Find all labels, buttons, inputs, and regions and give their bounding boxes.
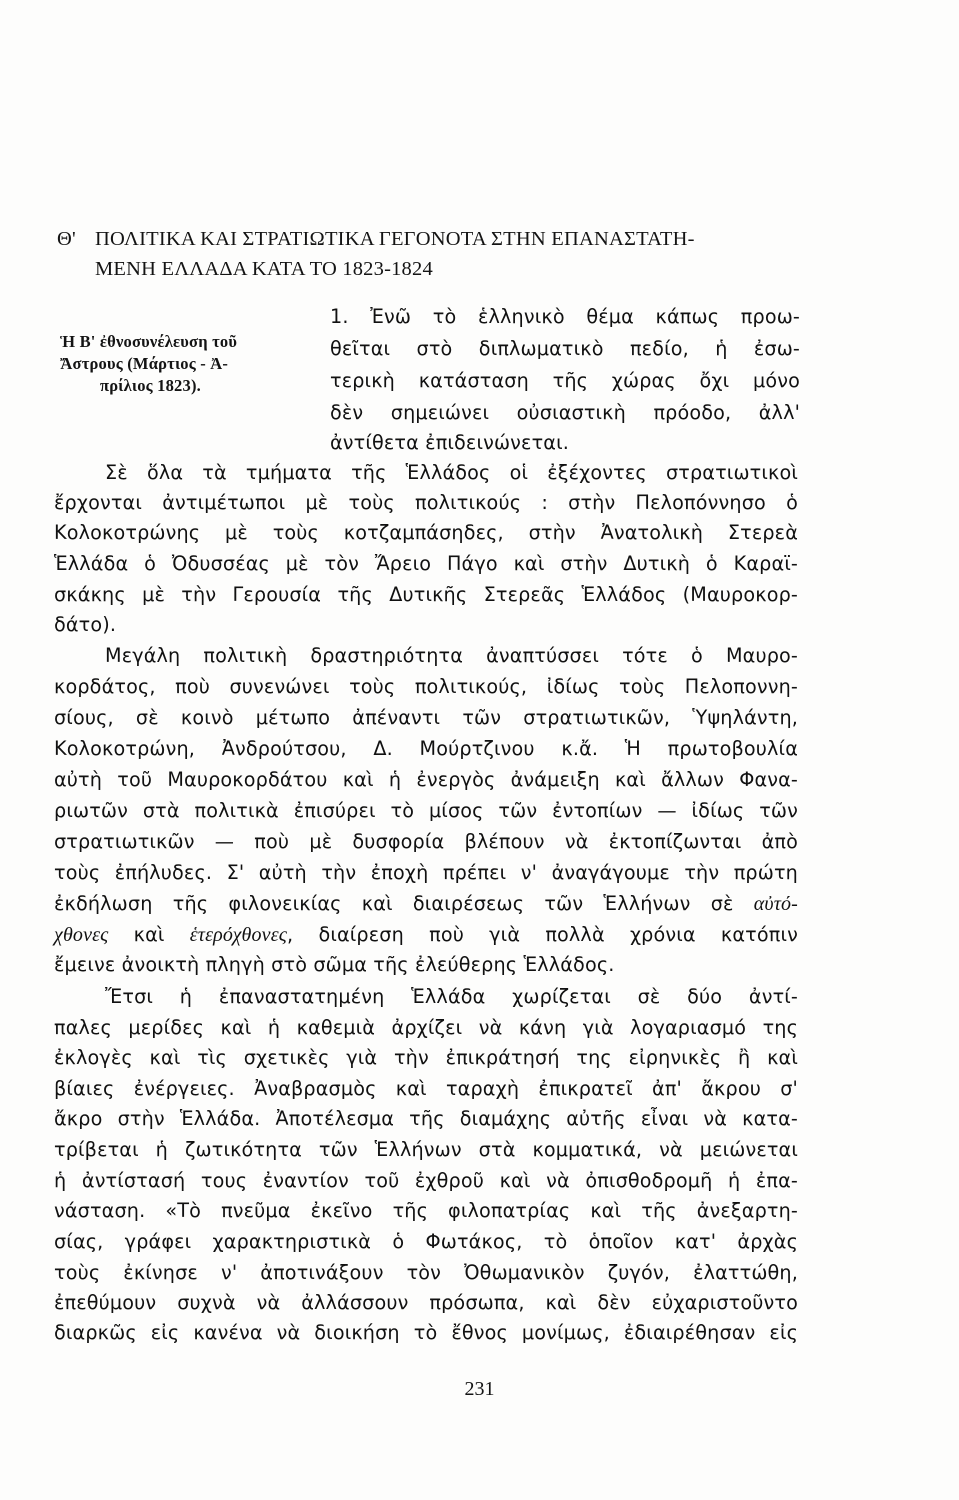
text-line: τοὺς ἐπήλυδες. Σ' αὐτὴ τὴν ἐποχὴ πρέπει ν' ἀναγάγουμε τὴν πρώτη (54, 861, 798, 884)
italic-word: χθονες (54, 924, 109, 946)
margin-note (60, 331, 310, 397)
text-line: Κολοκοτρώνη, Ἀνδρούτσου, Δ. Μούρτζινου κ.ἄ. Ἡ πρωτοβουλία (54, 737, 798, 760)
margin-note-line: πρίλιος 1823). (100, 376, 201, 395)
text-line: σκάκης μὲ τὴν Γερουσία τῆς Δυτικῆς Στερεᾶς Ἑλλάδος (Μαυροκορ- (54, 583, 798, 606)
text-line: σίους, σὲ κοινὸ μέτωπο ἀπέναντι τῶν στρατιωτικῶν, Ὑψηλάντη, (54, 706, 798, 729)
text-segment: ἐκδήλωση τῆς φιλονεικίας καὶ διαιρέσεως τῶν Ἑλλήνων σὲ (54, 892, 734, 915)
text-line: ἐπεθύμουν συχνὰ νὰ ἀλλάσσουν πρόσωπα, καὶ δὲν εὐχαριστοῦντο (54, 1291, 798, 1314)
text-line (54, 889, 798, 919)
margin-note-line: Ἄστρους (Μάρτιος - Ἀ- (60, 354, 229, 373)
text-line: θεῖται στὸ διπλωματικὸ πεδίο, ἡ ἐσω- (330, 337, 800, 360)
text-line: ριωτῶν στὰ πολιτικὰ ἐπισύρει τὸ μίσος τῶν ἐντοπίων — ἰδίως τῶν (54, 799, 798, 822)
chapter-title-line-1: ΠΟΛΙΤΙΚΑ ΚΑΙ ΣΤΡΑΤΙΩΤΙΚΑ ΓΕΓΟΝΟΤΑ ΣΤΗΝ ΕΠΑΝΑΣΤΑΤΗ- (95, 228, 695, 250)
text-line: τερικὴ κατάσταση τῆς χώρας ὄχι μόνο (330, 369, 800, 392)
text-line: αὐτὴ τοῦ Μαυροκορδάτου καὶ ἡ ἐνεργὸς ἀνάμειξη καὶ ἄλλων Φανα- (54, 768, 798, 791)
text-line: ἀντίθετα ἐπιδεινώνεται. (330, 431, 569, 454)
text-line: παλες μερίδες καὶ ἡ καθεμιὰ ἀρχίζει νὰ κάνη γιὰ λογαριασμό της (54, 1016, 798, 1039)
text-line: σίας, γράφει χαρακτηριστικὰ ὁ Φωτάκος, τὸ ὁποῖον κατ' ἀρχὰς (54, 1230, 798, 1253)
text-line: δάτο). (54, 613, 117, 636)
text-line: Μεγάλη πολιτικὴ δραστηριότητα ἀναπτύσσει τότε ὁ Μαυρο- (105, 644, 798, 667)
text-line: ἡ ἀντίστασή τους ἐναντίον τοῦ ἐχθροῦ καὶ νὰ ὀπισθοδρομῆ ἡ ἐπα- (54, 1169, 798, 1192)
text-line: διαρκῶς εἰς κανένα νὰ διοικήση τὸ ἔθνος μονίμως, ἐδιαιρέθησαν εἰς (54, 1321, 798, 1344)
text-line: 1. Ἐνῶ τὸ ἑλληνικὸ θέμα κάπως προω- (330, 305, 800, 328)
text-line: Κολοκοτρώνης μὲ τοὺς κοτζαμπάσηδες, στὴν Ἀνατολικὴ Στερεὰ (54, 521, 798, 544)
text-line: κορδάτος, ποὺ συνενώνει τοὺς πολιτικούς, ἰδίως τοὺς Πελοποννη- (54, 675, 798, 698)
chapter-heading (57, 224, 817, 284)
text-line: Ἔτσι ἡ ἐπαναστατημένη Ἑλλάδα χωρίζεται σὲ δύο ἀντί- (105, 985, 798, 1008)
margin-note-line: Ἡ Β' ἐθνοσυνέλευση τοῦ (60, 332, 238, 351)
text-line: ἔρχονται ἀντιμέτωποι μὲ τοὺς πολιτικούς : στὴν Πελοπόννησο ὁ (54, 491, 798, 514)
text-line: ἄκρο στὴν Ἑλλάδα. Ἀποτέλεσμα τῆς διαμάχης αὐτῆς εἶναι νὰ κατα- (54, 1107, 798, 1130)
text-line: βίαιες ἐνέργειες. Ἀναβρασμὸς καὶ ταραχὴ ἐπικρατεῖ ἀπ' ἄκρου σ' (54, 1077, 798, 1100)
text-line: Σὲ ὅλα τὰ τμήματα τῆς Ἑλλάδος οἱ ἐξέχοντες στρατιωτικοὶ (105, 461, 798, 484)
italic-word: ἑτερόχθονες (189, 924, 287, 946)
chapter-number: Θ' (57, 228, 76, 250)
text-segment: , διαίρεση ποὺ γιὰ πολλὰ χρόνια κατόπιν (287, 923, 798, 946)
text-line: στρατιωτικῶν — ποὺ μὲ δυσφορία βλέπουν νὰ ἐκτοπίζωνται ἀπὸ (54, 830, 798, 853)
text-line: Ἑλλάδα ὁ Ὀδυσσέας μὲ τὸν Ἄρειο Πάγο καὶ στὴν Δυτικὴ ὁ Καραϊ- (54, 552, 798, 575)
chapter-title-line-2: ΜΕΝΗ ΕΛΛΑΔΑ ΚΑΤΑ ΤΟ 1823-1824 (95, 258, 433, 280)
text-line: ἔμεινε ἀνοικτὴ πληγὴ στὸ σῶμα τῆς ἐλεύθερης Ἑλλάδος. (54, 953, 615, 976)
text-line: τοὺς ἐκίνησε ν' ἀποτινάξουν τὸν Ὀθωμανικὸν ζυγόν, ἐλαττώθη, (54, 1261, 798, 1284)
italic-word: αὐτό- (753, 893, 798, 915)
text-segment: καὶ (108, 923, 190, 946)
page-number: 231 (464, 1378, 495, 1400)
text-line: νάσταση. «Τὸ πνεῦμα ἐκεῖνο τῆς φιλοπατρίας καὶ τῆς ἀνεξαρτη- (54, 1199, 798, 1222)
text-line (54, 920, 798, 950)
text-line: δὲν σημειώνει οὐσιαστικὴ πρόοδο, ἀλλ' (330, 401, 800, 424)
text-line: τρίβεται ἡ ζωτικότητα τῶν Ἑλλήνων στὰ κομματικά, νὰ μειώνεται (54, 1138, 798, 1161)
text-line: ἐκλογὲς καὶ τὶς σχετικὲς γιὰ τὴν ἐπικράτησή της εἰρηνικὲς ἢ καὶ (54, 1046, 798, 1069)
